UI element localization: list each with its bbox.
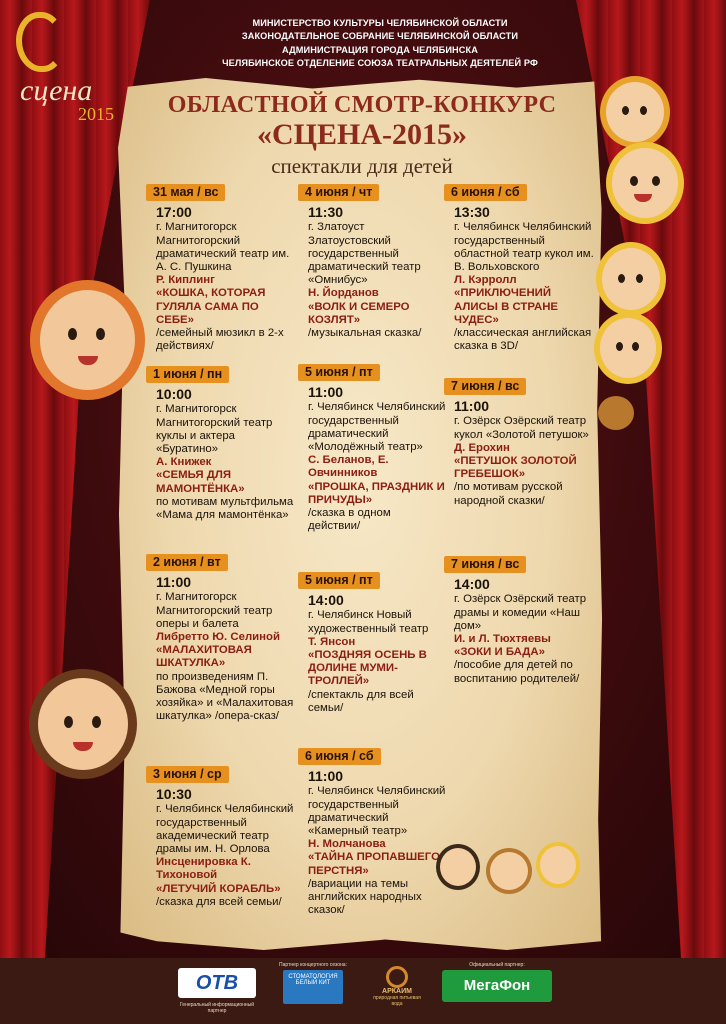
sponsors-bar	[0, 958, 726, 1024]
event-author: Н. Йорданов	[308, 287, 379, 300]
event-time: 11:30	[308, 204, 344, 221]
event-date: 1 июня / пн	[146, 366, 229, 383]
kids-group-illustration-1	[440, 848, 476, 886]
event-date: 31 мая / вс	[146, 184, 225, 201]
megafon-logo: МегаФон	[442, 970, 552, 1002]
event-date: 5 июня / пт	[298, 572, 380, 589]
kid-right-2-illustration	[612, 148, 678, 218]
event-genre: /спектакль для всей семьи/	[308, 688, 414, 714]
kids-group-illustration-2	[490, 852, 528, 890]
event-venue: г. Челябинск Челябинский государственный драматический «Молодёжный театр»	[308, 401, 446, 454]
event-date: 7 июня / вс	[444, 556, 526, 573]
event-play: «СЕМЬЯ ДЛЯ МАМОНТЁНКА»	[156, 469, 245, 495]
event-play: «МАЛАХИТОВАЯ ШКАТУЛКА»	[156, 644, 252, 670]
arkaim-logo	[368, 966, 426, 1008]
event-author: Н. Молчанова	[308, 838, 386, 851]
schedule-column-2	[298, 184, 446, 921]
schedule-column-1	[146, 184, 294, 913]
event-genre: /музыкальная сказка/	[308, 327, 422, 340]
event-author: Л. Кэрролл	[454, 274, 517, 287]
event-author: Либретто Ю. Селиной	[156, 631, 281, 644]
event-genre: /сказка для всей семьи/	[156, 895, 282, 908]
stoma-logo: СТОМАТОЛОГИЯ БЕЛЫЙ КИТ	[283, 970, 343, 1004]
event-venue: г. Челябинск Челябинский государственный академический театр драмы им. Н. Орлова	[156, 803, 294, 856]
event-time: 11:00	[454, 398, 490, 415]
event-date: 3 июня / ср	[146, 766, 229, 783]
event-card	[298, 184, 446, 360]
title-contest: ОБЛАСТНОЙ СМОТР-КОНКУРС	[167, 92, 557, 118]
event-time: 13:30	[454, 204, 490, 221]
organizer-line: АДМИНИСТРАЦИЯ ГОРОДА ЧЕЛЯБИНСКА	[282, 44, 478, 55]
event-card	[146, 554, 294, 762]
event-time: 11:00	[156, 574, 192, 591]
kid-right-3-illustration	[602, 248, 660, 310]
event-time: 11:00	[308, 384, 344, 401]
event-author: И. и Л. Тюхтяевы	[454, 633, 551, 646]
event-date: 4 июня / чт	[298, 184, 379, 201]
event-play: «ПЕТУШОК ЗОЛОТОЙ ГРЕБЕШОК»	[454, 455, 577, 481]
event-play: «ПОЗДНЯЯ ОСЕНЬ В ДОЛИНЕ МУМИ-ТРОЛЛЕЙ»	[308, 649, 427, 688]
kid-redhead-illustration	[40, 290, 135, 390]
title-subtitle: спектакли для детей	[271, 154, 453, 178]
event-venue: г. Магнитогорск Магнитогорский театр оперы и балета	[156, 591, 273, 630]
event-date: 2 июня / вт	[146, 554, 228, 571]
megafon-caption: Официальный партнер:	[469, 962, 525, 968]
event-venue: г. Златоуст Златоустовский государственный драматический театр «Омнибус»	[308, 221, 421, 287]
event-venue: г. Челябинск Челябинский государственный драматический «Камерный театр»	[308, 785, 446, 838]
event-play: «ЗОКИ И БАДА»	[454, 646, 545, 659]
event-genre: /классическая английская сказка в 3D/	[454, 327, 592, 353]
event-author: Т. Янсон	[308, 635, 356, 648]
event-author: Д. Ерохин	[454, 441, 510, 454]
event-card	[298, 572, 446, 744]
event-play: «КОШКА, КОТОРАЯ ГУЛЯЛА САМА ПО СЕБЕ»	[156, 287, 266, 326]
event-date: 5 июня / пт	[298, 364, 380, 381]
event-play: «ЛЕТУЧИЙ КОРАБЛЬ»	[156, 882, 281, 895]
event-play: «ВОЛК И СЕМЕРО КОЗЛЯТ»	[308, 300, 410, 326]
event-author: Инсценировка К. Тихоновой	[156, 856, 251, 882]
kid-right-4-illustration	[600, 318, 656, 378]
otb-logo: ОТВ	[178, 968, 256, 998]
event-card	[146, 366, 294, 550]
event-date: 6 июня / сб	[298, 748, 381, 765]
event-card	[444, 184, 594, 374]
logo-text: сцена	[20, 74, 93, 107]
event-time: 10:30	[156, 786, 192, 803]
kids-group-illustration-3	[540, 846, 576, 884]
event-genre: по произведениям П. Бажова «Медной горы хозяйка» и «Малахитовая шкатулка» /опера-сказ/	[156, 670, 294, 723]
organizer-line: ЧЕЛЯБИНСКОЕ ОТДЕЛЕНИЕ СОЮЗА ТЕАТРАЛЬНЫХ ДЕЯТЕЛЕЙ РФ	[222, 58, 538, 69]
scena-logo	[8, 12, 126, 122]
event-author: Р. Киплинг	[156, 274, 215, 287]
event-genre: /по мотивам русской народной сказки/	[454, 481, 563, 507]
organizers-list	[170, 17, 590, 71]
event-card	[298, 748, 446, 917]
event-play: «ТАЙНА ПРОПАВШЕГО ПЕРСТНЯ»	[308, 851, 440, 877]
event-venue: г. Озёрск Озёрский театр драмы и комедии «Наш дом»	[454, 593, 587, 632]
kid-top-right-illustration	[606, 82, 664, 142]
arkaim-caption: природная питьевая вода	[373, 995, 421, 1007]
event-time: 14:00	[454, 576, 490, 593]
event-card	[444, 556, 594, 686]
event-time: 11:00	[308, 768, 344, 785]
event-play: «ПРИКЛЮЧЕНИЙ АЛИСЫ В СТРАНЕ ЧУДЕС»	[454, 287, 559, 326]
event-card	[146, 184, 294, 362]
event-time: 14:00	[308, 592, 344, 609]
organizer-line: МИНИСТЕРСТВО КУЛЬТУРЫ ЧЕЛЯБИНСКОЙ ОБЛАСТИ	[252, 18, 508, 28]
organizer-line: ЗАКОНОДАТЕЛЬНОЕ СОБРАНИЕ ЧЕЛЯБИНСКОЙ ОБЛАСТИ	[241, 31, 519, 42]
event-card	[146, 766, 294, 909]
stoma-caption: Партнер концертного сезона:	[279, 962, 347, 968]
arkaim-name: АРКАИМ	[382, 988, 412, 995]
event-author: А. Книжек	[156, 456, 212, 469]
event-venue: г. Озёрск Озёрский театр кукол «Золотой петушок»	[454, 415, 589, 441]
event-genre: /сказка в одном действии/	[308, 507, 391, 533]
teddy-bear-illustration	[598, 396, 634, 430]
event-genre: по мотивам мультфильма «Мама для мамонтёнка»	[156, 495, 294, 522]
event-play: «ПРОШКА, ПРАЗДНИК И ПРИЧУДЫ»	[308, 480, 445, 506]
event-venue: г. Челябинск Новый художественный театр	[308, 609, 429, 635]
event-venue: г. Магнитогорск Магнитогорский театр куклы и актера «Буратино»	[156, 403, 273, 456]
event-venue: г. Челябинск Челябинский государственный областной театр кукол им. В. Вольховского	[454, 221, 594, 274]
event-genre: /пособие для детей по воспитанию родителей/	[454, 659, 580, 685]
event-time: 17:00	[156, 204, 192, 221]
event-date: 6 июня / сб	[444, 184, 527, 201]
schedule-column-3	[444, 184, 594, 690]
event-date: 7 июня / вс	[444, 378, 526, 395]
event-genre: /семейный мюзикл в 2-х действиях/	[156, 327, 284, 353]
event-genre: /вариации на темы английских народных сказок/	[308, 877, 422, 917]
kid-girl-illustration	[38, 678, 128, 770]
event-author: С. Беланов, Е. Овчинников	[308, 454, 389, 480]
title-name: «СЦЕНА-2015»	[257, 118, 467, 151]
event-venue: г. Магнитогорск Магнитогорский драматический театр им. А. С. Пушкина	[156, 221, 290, 274]
event-card	[298, 364, 446, 568]
event-time: 10:00	[156, 386, 192, 403]
arkaim-emblem-icon	[386, 966, 408, 988]
mask-icon	[16, 12, 64, 72]
logo-year: 2015	[78, 104, 114, 124]
otb-caption: Генеральный информационный партнер	[179, 1002, 255, 1014]
event-card	[444, 378, 594, 552]
